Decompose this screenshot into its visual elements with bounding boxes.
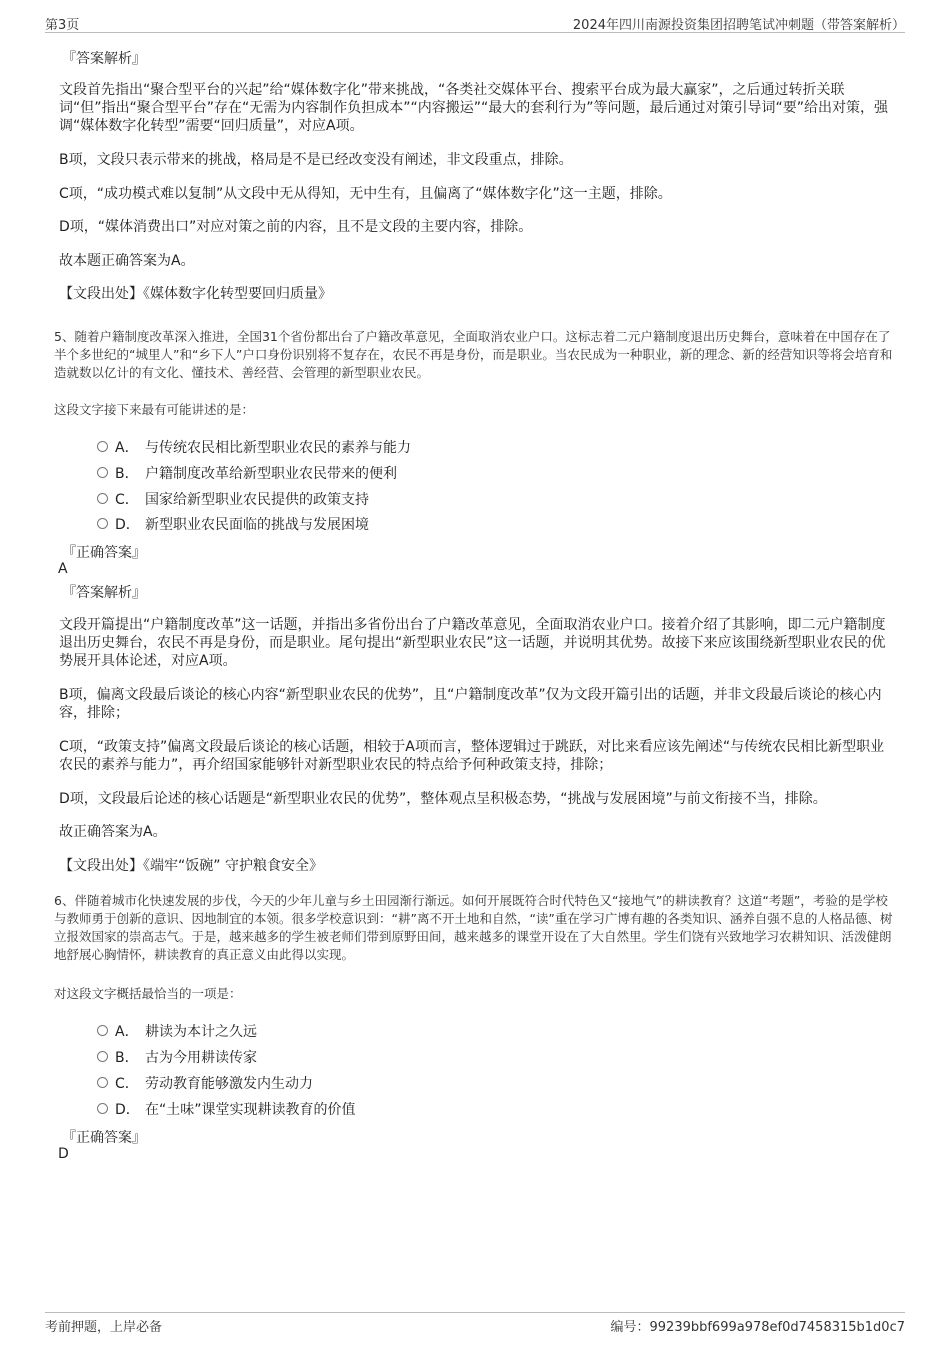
q4-analysis-paragraph-1: 文段首先指出“聚合型平台的兴起”给“媒体数字化”带来挑战，“各类社交媒体平台、搜索平台成为最大赢家”，之后通过转折关联词“但”指出“聚合型平台”存在“无需为内容制作负担成本”“内容搬运”“最大的套利行为”等问题，最后通过对策引导词“要”给出对策，强调“媒体数字化转型”需要“回归质量”，对应A项。 [59, 82, 889, 134]
page-number: 第3页 [45, 18, 80, 33]
q6-prompt: 对这段文字概括最恰当的一项是： [54, 986, 242, 1001]
q5-conclusion: 故正确答案为A。 [59, 824, 167, 840]
q5-analysis-paragraph-3: C项，“政策支持”偏离文段最后谈论的核心话题，相较于A项而言，整体逻辑过于跳跃，对比来看应该先阐述“与传统农民相比新型职业农民的素养与能力”，再介绍国家能够针对新型职业农民的特点给予何种政策支持，排除； [59, 739, 885, 773]
q5-answer-label: 『正确答案』 [62, 545, 146, 561]
q5-analysis-paragraph-1: 文段开篇提出“户籍制度改革”这一话题，并指出多省份出台了户籍改革意见，全面取消农业户口。接着介绍了其影响，即二元户籍制度退出历史舞台，农民不再是身份，而是职业。尾句提出“新型职业农民”这一话题，并说明其优势。故接下来应该围绕新型职业农民的优势展开具体论述，对应A项。 [59, 617, 886, 669]
q4-analysis-label: 『答案解析』 [62, 51, 146, 67]
q5-prompt: 这段文字接下来最有可能讲述的是： [54, 402, 255, 417]
radio-button[interactable] [97, 1103, 108, 1114]
q6-answer: D [58, 1146, 69, 1162]
radio-button[interactable] [97, 1051, 108, 1062]
q5-question: 5、随着户籍制度改革深入推进，全国31个省份都出台了户籍改革意见，全面取消农业户口。这标志着二元户籍制度退出历史舞台，意味着在中国存在了半个多世纪的“城里人”和“乡下人”户口身份识别将不复存在，农民不再是身份，而是职业。当农民成为一种职业，新的理念、新的经营知识等将会培育和造就数以亿计的有文化、懂技术、善经营、会管理的新型职业农民。 [54, 329, 893, 380]
q4-source: 【文段出处】《媒体数字化转型要回归质量》 [59, 286, 332, 302]
radio-button[interactable] [97, 493, 108, 504]
q6-answer-label: 『正确答案』 [62, 1130, 146, 1146]
q4-analysis-paragraph-3: C项，“成功模式难以复制”从文段中无从得知，无中生有，且偏离了“媒体数字化”这一主题，排除。 [59, 186, 672, 202]
q5-source: 【文段出处】《端牢“饭碗” 守护粮食安全》 [59, 858, 323, 874]
q4-analysis-paragraph-2: B项，文段只表示带来的挑战，格局是不是已经改变没有阐述，非文段重点，排除。 [59, 152, 573, 168]
q4-conclusion: 故本题正确答案为A。 [59, 253, 195, 269]
radio-button[interactable] [97, 441, 108, 452]
document-code: 编号：99239bbf699a978ef0d7458315b1d0c7 [610, 1320, 905, 1335]
q5-answer: A [58, 561, 68, 577]
radio-button[interactable] [97, 518, 108, 529]
radio-button[interactable] [97, 1025, 108, 1036]
q4-analysis-paragraph-4: D项，“媒体消费出口”对应对策之前的内容，且不是文段的主要内容，排除。 [59, 219, 533, 235]
q5-analysis-label: 『答案解析』 [62, 585, 146, 601]
q6-question: 6、伴随着城市化快速发展的步伐，今天的少年儿童与乡土田园渐行渐远。如何开展既符合时代特色又“接地气”的耕读教育？这道“考题”，考验的是学校与教师勇于创新的意识、因地制宜的本领。很多学校意识到：“耕”离不开土地和自然，“读”重在学习广博有趣的各类知识、涵养自强不息的人格品德、树立报效国家的崇高志气。于是，越来越多的学生被老师们带到原野田间，越来越多的课堂开设在了大自然里。学生们饶有兴致地学习农耕知识、活泼健朗地舒展心胸情怀，耕读教育的真正意义由此得以实现。 [54, 893, 893, 962]
q5-analysis-paragraph-2: B项，偏离文段最后谈论的核心内容“新型职业农民的优势”，且“户籍制度改革”仅为文段开篇引出的话题，并非文段最后谈论的核心内容，排除； [59, 687, 882, 721]
radio-button[interactable] [97, 1077, 108, 1088]
q5-analysis-paragraph-4: D项，文段最后论述的核心话题是“新型职业农民的优势”，整体观点呈积极态势，“挑战与发展困境”与前文衔接不当，排除。 [59, 791, 827, 807]
footer-slogan: 考前押题，上岸必备 [45, 1320, 163, 1335]
page-header [45, 12, 905, 33]
page-footer [45, 1312, 905, 1335]
document-title: 2024年四川南源投资集团招聘笔试冲刺题（带答案解析） [572, 18, 905, 33]
radio-button[interactable] [97, 467, 108, 478]
